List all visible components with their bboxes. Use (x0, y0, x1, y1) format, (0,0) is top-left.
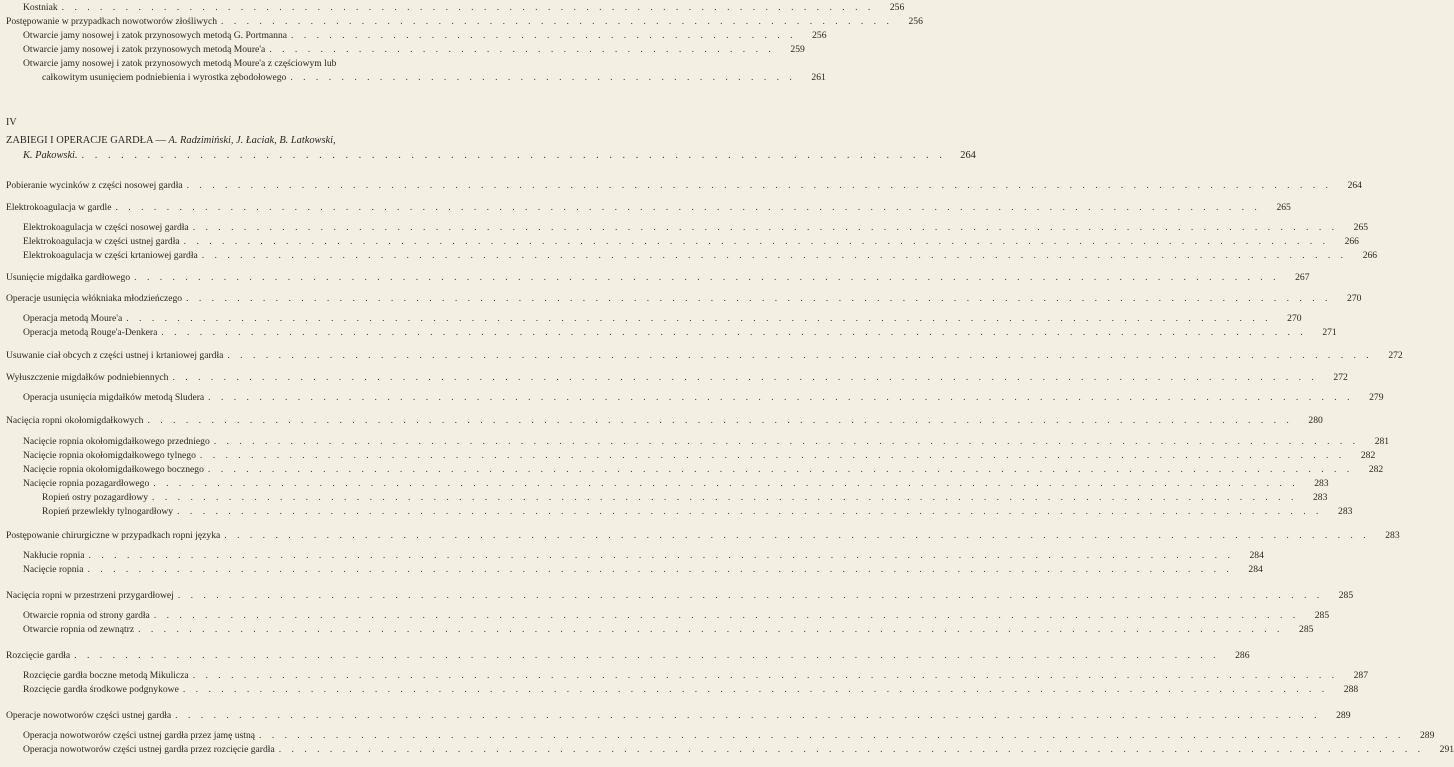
dot-leader: . . . . . . . . . . . . . . . . . . . . . . . . . . . . . . . . . . . . . . . . . . . . . . . . . . . . . . . . . . . . . . . . . . . . . . . . . . . . . . . . . . . . . . . . . . (177, 590, 1324, 601)
dot-leader: . . . . . . . . . . . . . . . . . . . . . . . . . . . . . . . . . . . . . . . . . . . . . . . . . . . . . . . . . . . . . . . . . . . . . . . . . . . . . . . . . . . . . . . . . . (115, 202, 1261, 213)
dot-leader: . . . . . . . . . . . . . . . . . . . . . . . . . . . . . . . . . . . . . . . . . . . . . . . . . . . . . . . . . . . . . . . . . . . . . . . . . . . . . . . . . . . . . . . . . . (201, 250, 1348, 261)
toc-entry (0, 450, 1376, 462)
entry-page-number: 264 (1347, 180, 1362, 191)
toc-entry (0, 327, 1337, 339)
entry-label: Elektrokoagulacja w części ustnej gardła (23, 236, 180, 247)
toc-entry (0, 624, 1314, 636)
entry-label: Postępowanie chirurgiczne w przypadkach ropni języka (6, 530, 221, 541)
entry-page-number: 289 (1336, 710, 1351, 721)
dot-leader: . . . . . . . . . . . . . . . . . . . . . . . . . . . . . . . . . . . . . . . . . . . . . . . . . . . . . . . . . . . . . . . . . . . . . . . . . . . . . . . . . . . . . . . . . . (134, 272, 1280, 283)
dot-leader: . . . . . . . . . . . . . . . . . . . . . . . . . . . . . . . . . . . . . . . . . . . . . . . . . . . . . . . . . . . . . . . . . . . . . . . . . . . . . . . . . . . . . . . . . . (152, 492, 1298, 503)
section-authors: A. Radzimiński, J. Łaciak, B. Latkowski, (168, 135, 336, 146)
dot-leader: . . . . . . . . . . . . . . . . . . . . . . . . . . . . . . . . . . . . . . . . . . . . . . . . . . . . . . . . . . . . . . . . . . . . . . . . . . . . . . . . . . . . . . . . . . (213, 436, 1360, 447)
dot-leader: . . . . . . . . . . . . . . . . . . . . . . . . . . . . . . . . . . . . . . . . . . . . . . . . . . . . . . . . . . . . . . . . . . . . . . . . . . . . . . . . . . . . . . . . . . (199, 450, 1346, 461)
dot-leader: . . . . . . . . . . . . . . . . . . . . . . . . . . . . . . . . . . . . . . . . . . . . . . . . . . . . . . . . . . . . . . . . . . . . . . . . . . . . . . . . . . . . . . . . . . (175, 710, 1321, 721)
entry-page-number: 288 (1343, 684, 1359, 695)
entry-page-number: 265 (1276, 202, 1291, 213)
section-authors-cont: K. Pakowski. (23, 150, 78, 161)
entry-label: Ropień przewlekły tylnogardłowy (42, 506, 174, 517)
toc-entry (0, 492, 1328, 504)
dot-leader: . . . . . . . . . . . . . . . . . . . . . . . . . . . . . . . . . . . . . . . . . . . . . . . . . . . . . . . . . . . . . . . . . . . . . . . . . . . . . . . . . . . . . . . . . . (192, 222, 1339, 233)
dot-leader: . . . . . . . . . . . . . . . . . . . . . . . . . . . . . . . . . . . . . . . . (291, 30, 797, 41)
dot-leader: . . . . . . . . . . . . . . . . . . . . . . . . . . . . . . . . . . . . . . . . . . . . . . . . . . . . . . . . . . . . . . . . . . . . . . . . . . . . . . . . . . . . . . . . . . (183, 236, 1329, 247)
entry-label: Operacja metodą Rouge'a-Denkera (23, 327, 158, 338)
entry-page-number: 283 (1338, 506, 1353, 517)
entry-label: Nacięcie ropnia okołomigdałkowego przedniego (23, 436, 210, 447)
entry-label: Ropień ostry pozagardłowy (42, 492, 149, 503)
dot-leader: . . . . . . . . . . . . . . . . . . . . . . . . . . . . . . . . . . . . . . . . . . . . . . . . . . . . . . . . . . . . . . . . . . . . . . . . . . . . . . . . . . . . . . . . . . (74, 650, 1220, 661)
dot-leader: . . . . . . . . . . . . . . . . . . . . . . . . . . . . . . . . . . . . . . . . . . . . . . . . . . . . . . . . . . . . . . . . . . . . . . . . . . . . . . . . . . . . . . . . . . (153, 478, 1299, 489)
toc-entry (0, 550, 1264, 562)
toc-entry (0, 464, 1384, 476)
toc-entry (0, 650, 1250, 662)
entry-page-number: 266 (1362, 250, 1378, 261)
toc-entry (0, 710, 1351, 722)
dot-leader: . . . . . . . . . . . . . . . . . . . . . . . . . . . . . . . . . . . . . . . . . . . . . . . . . . . . . . . . . . . . . . . . . . . . . . . . . . . . . . . . . . . . . . . . . . (259, 730, 1405, 741)
toc-entry (0, 313, 1302, 325)
entry-label: Otwarcie jamy nosowej i zatok przynosowych metodą G. Portmanna (23, 30, 288, 41)
section-title (6, 133, 336, 148)
toc-entry (0, 564, 1263, 576)
dot-leader: . . . . . . . . . . . . . . . . . . . . . . . . . . . . . . . . . . . . . . . . . . . . . . . . . . . . . . . . . . . . . . . . . . . . . . . . . . . . . . . . . . . . . . . . . . (186, 180, 1332, 191)
dot-leader: . . . . . . . . . . . . . . . . . . . . . . . . . . . . . . . . . . . . . . . . . . . . . . . . . . . . . . . . . . . . . . . . . . . . . . . . . . . . . . . . . . . . . . . . . . (138, 624, 1284, 635)
entry-page-number: 283 (1385, 530, 1400, 541)
entry-label: Wyłuszczenie migdałków podniebiennych (6, 372, 169, 383)
toc-entry (0, 16, 923, 28)
entry-page-number: 272 (1333, 372, 1348, 383)
entry-page-number: 281 (1374, 436, 1390, 447)
entry-label: Nacięcia ropni w przestrzeni przygardłowej (6, 590, 174, 601)
toc-entry (0, 180, 1362, 192)
entry-label: Rozcięcie gardła środkowe podgnykowe (23, 684, 179, 695)
entry-page-number: 270 (1287, 313, 1302, 324)
dot-leader: . . . . . . . . . . . . . . . . . . . . . . . . . . . . . . . . . . . . . . . . (269, 44, 775, 55)
entry-label: Elektrokoagulacja w części nosowej gardła (23, 222, 189, 233)
entry-label: Otwarcie jamy nosowej i zatok przynosowych metodą Moure'a (23, 44, 266, 55)
toc-entry (0, 222, 1369, 234)
entry-page-number: 256 (908, 16, 923, 27)
entry-label: Postępowanie w przypadkach nowotworów złośliwych (6, 16, 218, 27)
entry-page-number: 265 (1353, 222, 1369, 233)
entry-page-number: 264 (960, 150, 976, 161)
toc-entry (0, 293, 1362, 305)
toc-entry (0, 590, 1354, 602)
toc-entry (0, 730, 1435, 742)
entry-label: Elektrokoagulacja w gardle (6, 202, 112, 213)
dot-leader: . . . . . . . . . . . . . . . . . . . . . . . . . . . . . . . . . . . . . . . . . . . . . . . . . . . . . . . . . . . . . . . . . . . . . . . . . . . . . . . . . . . . . . . . . . (153, 610, 1300, 621)
entry-label: Nacięcie ropnia (23, 564, 84, 575)
entry-label: całkowitym usunięciem podniebienia i wyrostka zębodołowego (42, 72, 287, 83)
entry-page-number: 267 (1295, 272, 1310, 283)
dot-leader: . . . . . . . . . . . . . . . . . . . . . . . . . . . . . . . . . . . . . . . . . . . . . . . . . . . . . . . . . . . . . . . . . . . . . . . . . . . . . . . . . . . . . . . . . . (88, 550, 1234, 561)
dot-leader: . . . . . . . . . . . . . . . . . . . . . . . . . . . . . . . . . . . . . . . . . . . . . . . . . . . . . . . . . . . . . . . . . . . . . . . . . . . . . . . . . . . . . . . . . . (192, 670, 1339, 681)
entry-label: Operacja nowotworów części ustnej gardła przez rozcięcie gardła (23, 744, 275, 755)
entry-page-number: 272 (1388, 350, 1403, 361)
toc-entry (0, 2, 905, 14)
entry-page-number: 270 (1347, 293, 1362, 304)
dot-leader: . . . . . . . . . . . . . . . . . . . . . . . . . . . . . . . . . . . . . . . . . . . . . . . . . . . . . . . . . . . . . . . . . . . . . . . . . . . . . . . . . . . . . . . . . . (126, 313, 1272, 324)
entry-page-number: 283 (1314, 478, 1329, 489)
dot-leader: . . . . . . . . . . . . . . . . . . . . . . . . . . . . . . . . . . . . . . . . . . . . . . . . . . . . . . . . . . . . . . . . . . . . . . . . . . . . . . . . . . . . . . . . . . (182, 684, 1329, 695)
toc-entry (0, 392, 1384, 404)
toc-entry (0, 72, 826, 84)
entry-label: Nacięcie ropnia okołomigdałkowego bocznego (23, 464, 204, 475)
toc-entry (0, 436, 1390, 448)
entry-page-number: 256 (812, 30, 827, 41)
toc-entry (0, 415, 1323, 427)
entry-label: Operacja usunięcia migdałków metodą Sludera (23, 392, 205, 403)
toc-entry (0, 372, 1348, 384)
entry-page-number: 261 (811, 72, 826, 83)
entry-label: Rozcięcie gardła (6, 650, 71, 661)
toc-entry (0, 478, 1329, 490)
dot-leader: . . . . . . . . . . . . . . . . . . . . . . . . . . . . . . . . . . . . . . . . . . . . . . . . . . . . . . . . . . . . . . . . (61, 2, 875, 13)
toc-entry (0, 236, 1359, 248)
entry-page-number: 285 (1299, 624, 1314, 635)
dot-leader: . . . . . . . . . . . . . . . . . . . . . . . . . . . . . . . . . . . . . . . . . . . . . . . . . . . . . . . . . . . . . . . . . . . . . . . . . . . . . . . . . . . . . . . . . . (147, 415, 1293, 426)
entry-page-number: 282 (1360, 450, 1376, 461)
entry-label: Operacje usunięcia włókniaka młodzieńczego (6, 293, 183, 304)
dot-leader: . . . . . . . . . . . . . . . . . . . . . . . . . . . . . . . . . . . . . . . . . . . . . . . . . . . . . . . . . . . . . . . . . . . . . . . . . . . . . . . . . . . . . . . . . . (208, 392, 1354, 403)
entry-page-number: 284 (1248, 564, 1263, 575)
entry-label: Operacja metodą Moure'a (23, 313, 123, 324)
entry-label: Elektrokoagulacja w części krtaniowej gardła (23, 250, 198, 261)
entry-label: Nakłucie ropnia (23, 550, 85, 561)
dot-leader: . . . . . . . . . . . . . . . . . . . . . . . . . . . . . . . . . . . . . . . . . . . . . . . . . . . . . . . . . . . . . . . . . . . . . . . . . . . . . . . . . . . . . . . . . . (177, 506, 1323, 517)
toc-entry (0, 44, 805, 56)
entry-label: Operacja nowotworów części ustnej gardła przez jamę ustną (23, 730, 256, 741)
toc-entry (0, 744, 1454, 756)
entry-page-number: 289 (1419, 730, 1435, 741)
section-number: IV (6, 117, 17, 128)
dot-leader: . . . . . . . . . . . . . . . . . . . . . . . . . . . . . . . . . . . . . . . . . . . . . . . . . . . . . . . . . . . . . . . . . . . . . . . . . . . . . . . . . . . . . . . . . . (224, 530, 1370, 541)
entry-page-number: 280 (1308, 415, 1323, 426)
entry-page-number: 284 (1249, 550, 1264, 561)
entry-page-number: 259 (790, 44, 805, 55)
entry-page-number: 285 (1314, 610, 1330, 621)
entry-page-number: 279 (1369, 392, 1384, 403)
toc-entry (0, 250, 1378, 262)
toc-entry (0, 670, 1369, 682)
dot-leader: . . . . . . . . . . . . . . . . . . . . . . . . . . . . . . . . . . . . . . . . (290, 72, 796, 83)
dot-leader: . . . . . . . . . . . . . . . . . . . . . . . . . . . . . . . . . . . . . . . . . . . . . . . . . . . . . . . . . . . . . . . . . . . . . . . . . . . . . . . . . . . . . . . . . . (87, 564, 1233, 575)
entry-label: Kostniak (23, 2, 58, 13)
section-title-text: ZABIEGI I OPERACJE GARDŁA — (6, 135, 166, 146)
entry-page-number: 287 (1353, 670, 1369, 681)
dot-leader: . . . . . . . . . . . . . . . . . . . . . . . . . . . . . . . . . . . . . . . . . . . . . . . . . . . . . . . . . . . . . . . . . . . . . . . . . . . . . . . . . . . . . . . . . . (227, 350, 1373, 361)
entry-label: Pobieranie wycinków z części nosowej gardła (6, 180, 183, 191)
dot-leader: . . . . . . . . . . . . . . . . . . . . . . . . . . . . . . . . . . . . . . . . . . . . . . . . . . . . . . . . . . . . . . . . . . . . . . . . . . . . . . . . . . . . . . . . . . (278, 744, 1425, 755)
toc-entry (0, 530, 1400, 542)
entry-label: Operacje nowotworów części ustnej gardła (6, 710, 172, 721)
toc-entry (0, 350, 1403, 362)
toc-entry (0, 150, 976, 162)
toc-entry (0, 506, 1353, 518)
toc-entry (0, 610, 1330, 622)
entry-label: Usunięcie migdałka gardłowego (6, 272, 131, 283)
entry-label: Nacięcia ropni okołomigdałkowych (6, 415, 144, 426)
dot-leader: . . . . . . . . . . . . . . . . . . . . . . . . . . . . . . . . . . . . . . . . . . . . . . . . . . . . . . . . . . . . . . . . . . . . . . . . . . . . . . . . . . . . . . . . . . (161, 327, 1307, 338)
dot-leader: . . . . . . . . . . . . . . . . . . . . . . . . . . . . . . . . . . . . . . . . . . . . . . . . . . . . . . . . . . . . . . . . . . (81, 150, 946, 161)
toc-entry (0, 272, 1310, 284)
entry-label: Nacięcie ropnia pozagardłowego (23, 478, 150, 489)
entry-page-number: 285 (1338, 590, 1354, 601)
toc-entry (0, 202, 1291, 214)
dot-leader: . . . . . . . . . . . . . . . . . . . . . . . . . . . . . . . . . . . . . . . . . . . . . . . . . . . . . . . . . . . . . . . . . . . . . . . . . . . . . . . . . . . . . . . . . . (186, 293, 1332, 304)
entry-label: Otwarcie ropnia od zewnątrz (23, 624, 135, 635)
entry-page-number: 266 (1344, 236, 1359, 247)
dot-leader: . . . . . . . . . . . . . . . . . . . . . . . . . . . . . . . . . . . . . . . . . . . . . . . . . . . . . (221, 16, 893, 27)
entry-page-number: 286 (1235, 650, 1250, 661)
dot-leader: . . . . . . . . . . . . . . . . . . . . . . . . . . . . . . . . . . . . . . . . . . . . . . . . . . . . . . . . . . . . . . . . . . . . . . . . . . . . . . . . . . . . . . . . . . (172, 372, 1318, 383)
dot-leader: . . . . . . . . . . . . . . . . . . . . . . . . . . . . . . . . . . . . . . . . . . . . . . . . . . . . . . . . . . . . . . . . . . . . . . . . . . . . . . . . . . . . . . . . . . (207, 464, 1354, 475)
entry-label: Usuwanie ciał obcych z części ustnej i krtaniowej gardła (6, 350, 224, 361)
entry-page-number: 291 (1439, 744, 1454, 755)
entry-label-continued: Otwarcie jamy nosowej i zatok przynosowych metodą Moure'a z częściowym lub (23, 58, 337, 69)
entry-page-number: 256 (889, 2, 905, 13)
entry-label: Rozcięcie gardła boczne metodą Mikulicza (23, 670, 189, 681)
entry-label: Nacięcie ropnia okołomigdałkowego tylnego (23, 450, 196, 461)
entry-page-number: 271 (1322, 327, 1337, 338)
toc-entry (0, 684, 1359, 696)
entry-page-number: 282 (1368, 464, 1384, 475)
toc-entry (0, 30, 827, 42)
entry-label: Otwarcie ropnia od strony gardła (23, 610, 150, 621)
entry-page-number: 283 (1312, 492, 1328, 503)
